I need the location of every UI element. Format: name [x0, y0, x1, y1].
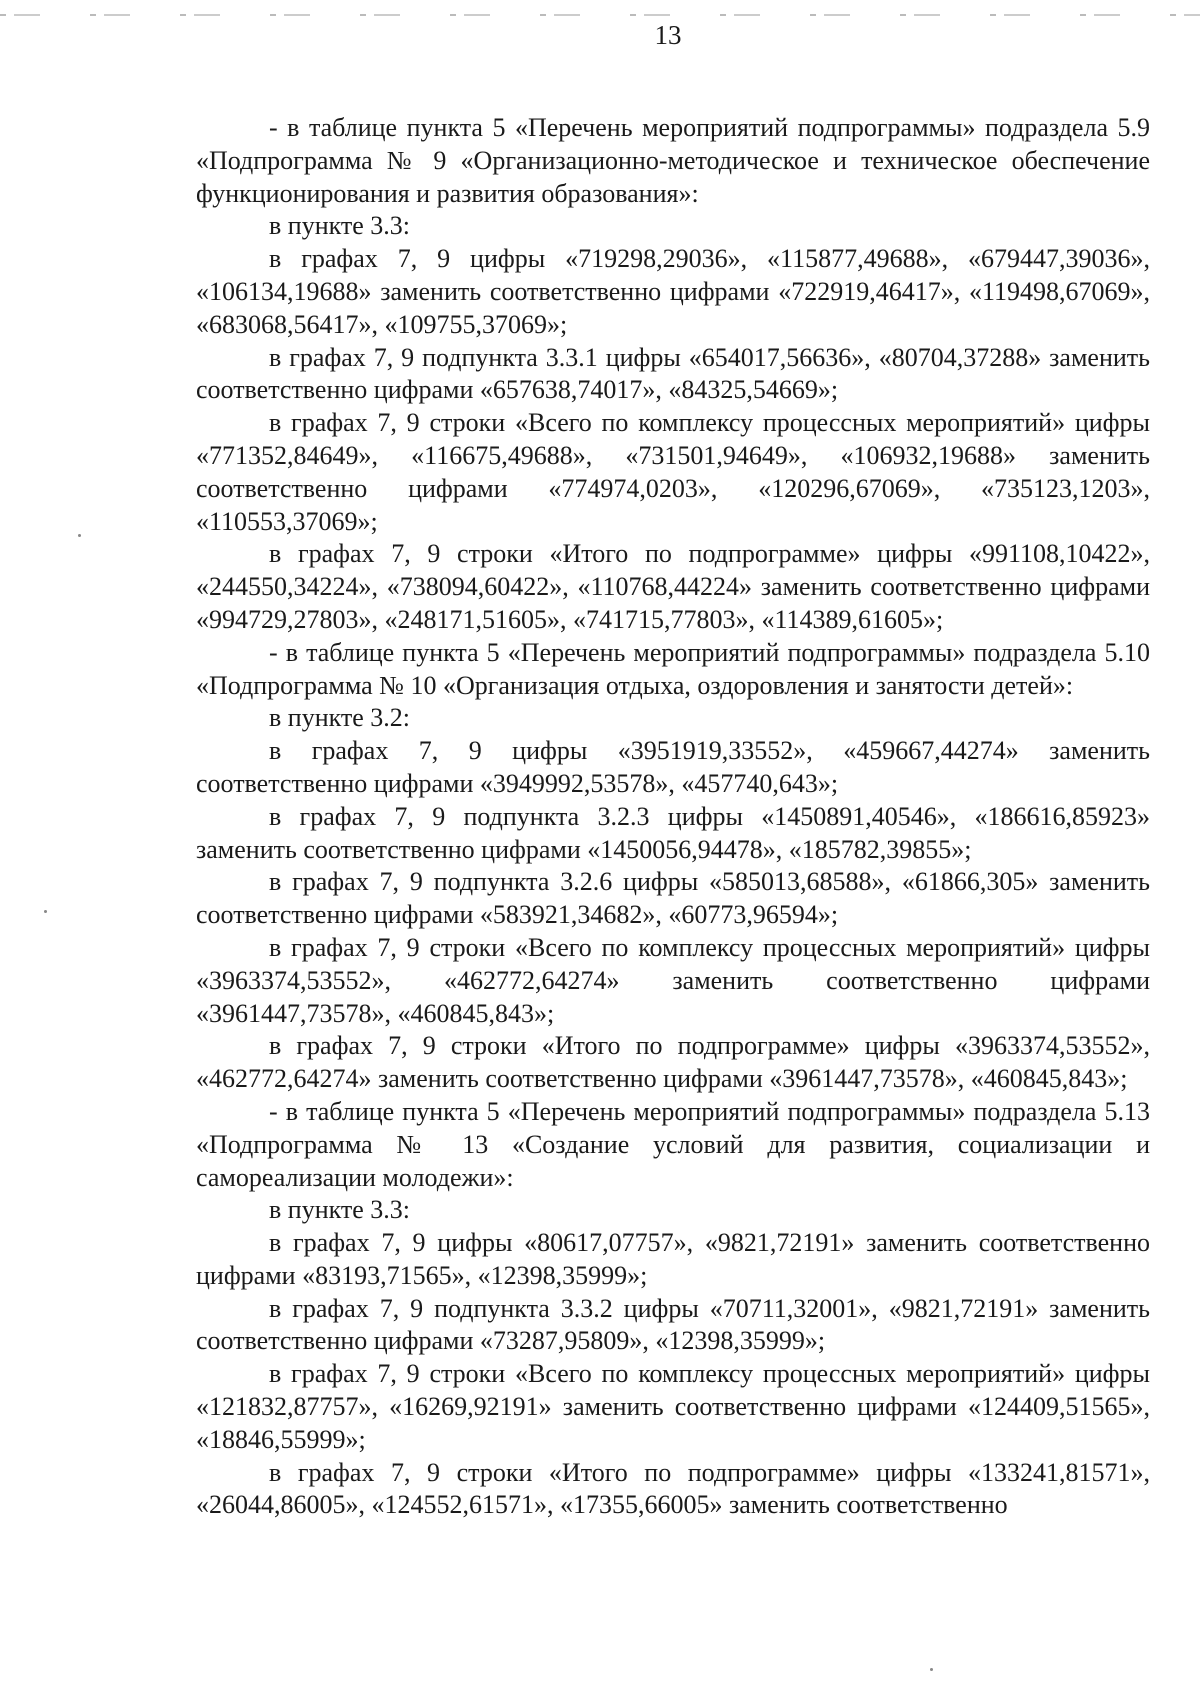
paragraph: в графах 7, 9 цифры «80617,07757», «9821,72191» заменить соответственно цифрами «83193,71565», «12398,35999»; — [196, 1228, 1150, 1290]
paragraph: в графах 7, 9 строки «Всего по комплексу процессных мероприятий» цифры «771352,84649», «116675,49688», «731501,94649», «106932,19688» заменить соответственно цифрами «774974,0203», «120296,67069», «735123,1203», «110553,37069»; — [196, 408, 1150, 536]
document-body — [196, 112, 1150, 1522]
paragraph: в графах 7, 9 строки «Всего по комплексу процессных мероприятий» цифры «3963374,53552», «462772,64274» заменить соответственно цифрами «3961447,73578», «460845,843»; — [196, 932, 1150, 1028]
paragraph: в графах 7, 9 подпункта 3.2.6 цифры «585013,68588», «61866,305» заменить соответственно цифрами «583921,34682», «60773,96594»; — [196, 867, 1150, 930]
paragraph-point-3-3: в пункте 3.3: — [269, 211, 411, 241]
paragraph-subsection-5-9-intro: - в таблице пункта 5 «Перечень мероприятий подпрограммы» подраздела 5.9 «Подпрограмма № 9 «Организационно-методическое и техническое обеспечение функционирования и развития образования»: — [196, 113, 1150, 208]
paragraph: в графах 7, 9 подпункта 3.2.3 цифры «1450891,40546», «186616,85923» заменить соответственно цифрами «1450056,94478», «185782,39855»; — [196, 801, 1150, 864]
paragraph: в графах 7, 9 подпункта 3.3.2 цифры «70711,32001», «9821,72191» заменить соответственно цифрами «73287,95809», «12398,35999»; — [196, 1293, 1150, 1356]
paragraph: в графах 7, 9 цифры «3951919,33552», «459667,44274» заменить соответственно цифрами «3949992,53578», «457740,643»; — [196, 736, 1150, 798]
page-number: 13 — [654, 20, 682, 50]
scan-speck — [930, 1668, 933, 1671]
paragraph-point-3-2: в пункте 3.2: — [269, 703, 411, 733]
paragraph-point-3-3: в пункте 3.3: — [269, 1195, 411, 1225]
paragraph-last: в графах 7, 9 строки «Итого по подпрограмме» цифры «133241,81571», «26044,86005», «124552,61571», «17355,66005» заменить соответственно — [196, 1457, 1150, 1520]
paragraph-subsection-5-13-intro: - в таблице пункта 5 «Перечень мероприятий подпрограммы» подраздела 5.13 «Подпрограмма № 13 «Создание условий для развития, социализации и самореализации молодежи»: — [196, 1096, 1150, 1192]
scan-speck — [44, 910, 47, 913]
scan-edge-artifact — [0, 14, 1200, 16]
paragraph: в графах 7, 9 строки «Всего по комплексу процессных мероприятий» цифры «121832,87757», «16269,92191» заменить соответственно цифрами «124409,51565», «18846,55999»; — [196, 1359, 1150, 1454]
paragraph-subsection-5-10-intro: - в таблице пункта 5 «Перечень мероприятий подпрограммы» подраздела 5.10 «Подпрограмма № 10 «Организация отдыха, оздоровления и занятости детей»: — [196, 637, 1150, 700]
paragraph: в графах 7, 9 подпункта 3.3.1 цифры «654017,56636», «80704,37288» заменить соответственно цифрами «657638,74017», «84325,54669»; — [196, 342, 1150, 405]
paragraph: в графах 7, 9 строки «Итого по подпрограмме» цифры «991108,10422», «244550,34224», «738094,60422», «110768,44224» заменить соответственно цифрами «994729,27803», «248171,51605», «741715,77803», «114389,61605»; — [196, 539, 1150, 634]
paragraph: в графах 7, 9 строки «Итого по подпрограмме» цифры «3963374,53552», «462772,64274» заменить соответственно цифрами «3961447,73578», «460845,843»; — [196, 1031, 1150, 1094]
scan-speck — [78, 534, 81, 537]
paragraph: в графах 7, 9 цифры «719298,29036», «115877,49688», «679447,39036», «106134,19688» заменить соответственно цифрами «722919,46417», «119498,67069», «683068,56417», «109755,37069»; — [196, 244, 1150, 339]
